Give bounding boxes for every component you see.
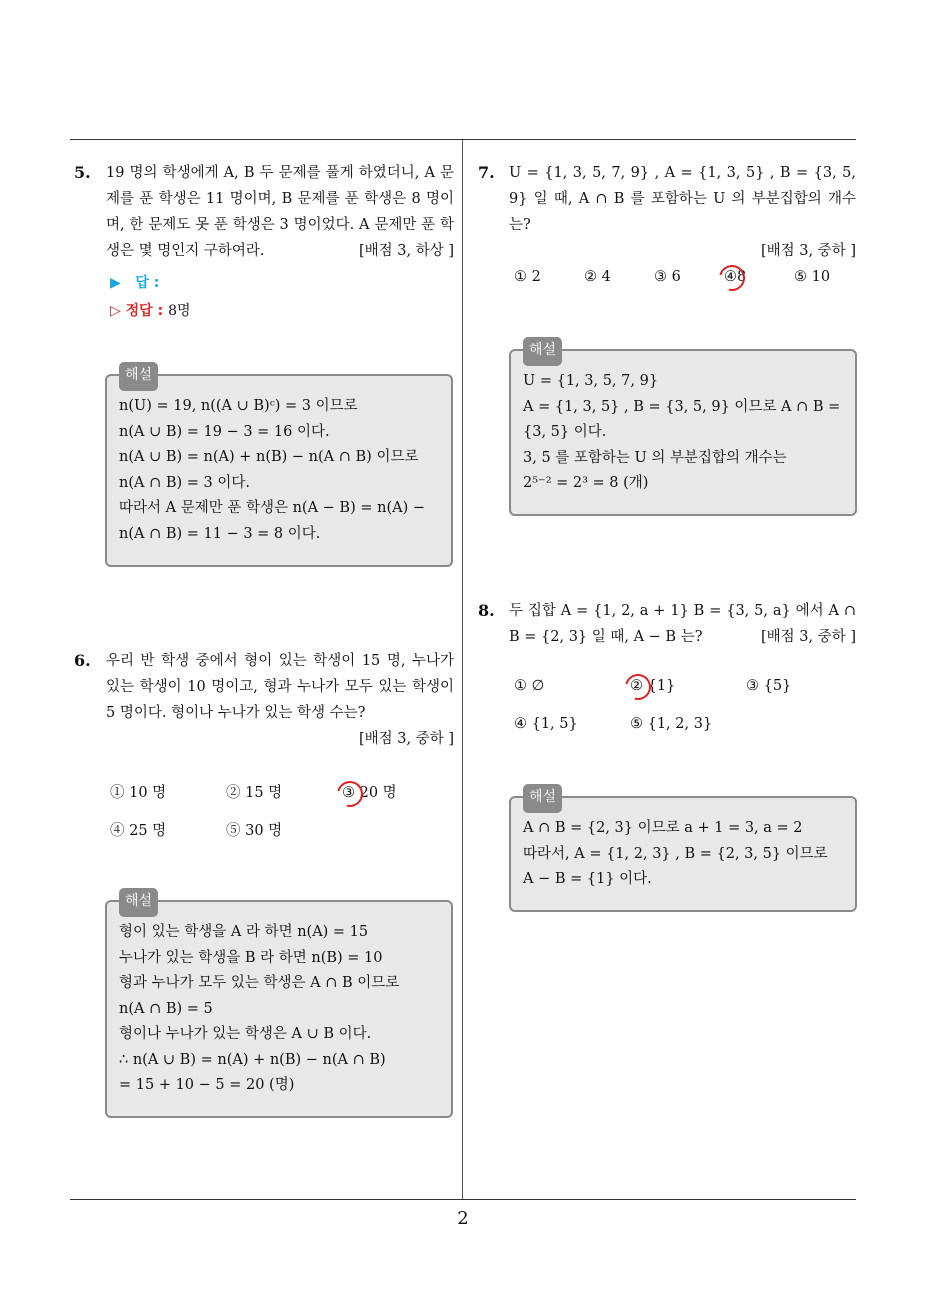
question-8-meta: [배점 3, 중하 ]	[760, 629, 856, 645]
question-5-body: 19 명의 학생에게 A, B 두 문제를 풀게 하였더니, A 문제를 푼 학생은 11 명이며, B 문제를 푼 학생은 8 명이며, 한 문제도 못 푼 학생은 3 명이었다. A 문제만 푼 학생은 몇 명인지 구하여라.	[106, 165, 454, 259]
choice-3[interactable]: ③ {5}	[746, 678, 792, 694]
explanation-tag: 해설	[523, 784, 562, 813]
answer-circle-mark: ②	[630, 678, 643, 694]
explanation-line: n(A ∩ B) = 5	[119, 1000, 213, 1017]
bottom-rule	[70, 1199, 856, 1200]
question-8-text	[509, 598, 856, 650]
choice-2[interactable]: ② 4	[584, 269, 611, 285]
explanation-line: 형이 있는 학생을 A 라 하면 n(A) = 15	[119, 924, 369, 940]
correct-value: 8명	[168, 303, 191, 319]
choice-5[interactable]: ⑤ 10	[794, 269, 831, 285]
question-6-body: 우리 반 학생 중에서 형이 있는 학생이 15 명, 누나가 있는 학생이 10 명이고, 형과 누나가 모두 있는 학생이 5 명이다. 형이나 누나가 있는 학생 수는?	[106, 653, 454, 721]
answer-line	[110, 272, 159, 292]
question-5-text	[106, 160, 454, 264]
question-8-number: 8.	[478, 601, 495, 620]
correct-label: 정답 :	[125, 303, 164, 319]
explanation-line: 3, 5 를 포함하는 U 의 부분집합의 개수는	[523, 449, 787, 466]
question-5-number: 5.	[74, 163, 91, 182]
answer-circle-mark: ③	[342, 785, 355, 801]
column-divider	[462, 140, 463, 1200]
explanation-line: A ∩ B = {2, 3} 이므로 a + 1 = 3, a = 2	[523, 820, 803, 836]
play-icon: ▶	[110, 275, 121, 291]
choice-5[interactable]: ⑤ 30 명	[226, 823, 283, 839]
question-7-text	[509, 160, 856, 264]
explanation-line: {3, 5} 이다.	[523, 424, 607, 440]
choice-3-label: 20 명	[355, 785, 397, 801]
choice-4[interactable]: ④ 25 명	[110, 823, 167, 839]
explanation-box-6	[105, 893, 453, 1118]
explanation-tag: 해설	[523, 337, 562, 366]
question-7-body: U = {1, 3, 5, 7, 9} , A = {1, 3, 5} , B = {3, 5, 9} 일 때, A ∩ B 를 포함하는 U 의 부분집합의 개수는?	[509, 165, 856, 233]
choice-4[interactable]	[724, 269, 746, 285]
choice-1[interactable]: ① ∅	[514, 678, 545, 694]
question-6-meta: [배점 3, 중하 ]	[358, 731, 454, 747]
choice-2[interactable]	[630, 678, 675, 694]
choice-2[interactable]: ② 15 명	[226, 785, 283, 801]
choice-5[interactable]: ⑤ {1, 2, 3}	[630, 716, 713, 732]
explanation-box-5	[105, 367, 453, 567]
choice-1[interactable]: ① 10 명	[110, 785, 167, 801]
choice-2-label: {1}	[643, 678, 676, 694]
choice-1[interactable]: ① 2	[514, 269, 541, 285]
top-rule	[70, 139, 856, 140]
explanation-line: = 15 + 10 − 5 = 20 (명)	[119, 1077, 295, 1093]
choice-3[interactable]: ③ 6	[654, 269, 681, 285]
explanation-line: 따라서 A 문제만 푼 학생은 n(A − B) = n(A) −	[119, 500, 425, 516]
choice-4-label: 8	[737, 269, 747, 285]
explanation-line: 2⁵⁻² = 2³ = 8 (개)	[523, 475, 649, 491]
explanation-line: 형이나 누나가 있는 학생은 A ∪ B 이다.	[119, 1026, 372, 1042]
answer-label: 답 :	[135, 275, 160, 291]
explanation-line: A − B = {1} 이다.	[523, 871, 652, 887]
question-6-number: 6.	[74, 651, 91, 670]
explanation-tag: 해설	[119, 888, 158, 917]
explanation-tag: 해설	[119, 362, 158, 391]
explanation-line: U = {1, 3, 5, 7, 9}	[523, 373, 659, 389]
explanation-line: n(A ∪ B) = 19 − 3 = 16 이다.	[119, 423, 330, 440]
page-number: 2	[457, 1208, 469, 1229]
play-outline-icon: ▷	[110, 303, 121, 319]
explanation-line: A = {1, 3, 5} , B = {3, 5, 9} 이므로 A ∩ B =	[523, 398, 841, 415]
question-7-number: 7.	[478, 163, 495, 182]
explanation-box-7	[509, 342, 857, 516]
explanation-line: 누나가 있는 학생을 B 라 하면 n(B) = 10	[119, 949, 383, 966]
question-5-meta: [배점 3, 하상 ]	[358, 243, 454, 259]
explanation-line: n(A ∩ B) = 3 이다.	[119, 474, 250, 491]
explanation-line: ∴ n(A ∪ B) = n(A) + n(B) − n(A ∩ B)	[119, 1051, 386, 1068]
correct-answer-line	[110, 300, 191, 320]
explanation-box-8	[509, 789, 857, 912]
explanation-line: 따라서, A = {1, 2, 3} , B = {2, 3, 5} 이므로	[523, 845, 828, 862]
answer-circle-mark: ④	[724, 269, 737, 285]
question-8-body: 두 집합 A = {1, 2, a + 1} B = {3, 5, a} 에서 A ∩ B = {2, 3} 일 때, A − B 는?	[509, 603, 856, 645]
choice-3[interactable]	[342, 781, 397, 802]
explanation-line: n(A ∪ B) = n(A) + n(B) − n(A ∩ B) 이므로	[119, 449, 419, 465]
question-7-meta: [배점 3, 중하 ]	[760, 243, 856, 259]
question-6-text	[106, 648, 454, 752]
explanation-line: n(U) = 19, n((A ∪ B)ᶜ) = 3 이므로	[119, 398, 358, 414]
choice-4[interactable]: ④ {1, 5}	[514, 716, 578, 732]
explanation-line: 형과 누나가 모두 있는 학생은 A ∩ B 이므로	[119, 975, 400, 991]
explanation-line: n(A ∩ B) = 11 − 3 = 8 이다.	[119, 525, 321, 542]
